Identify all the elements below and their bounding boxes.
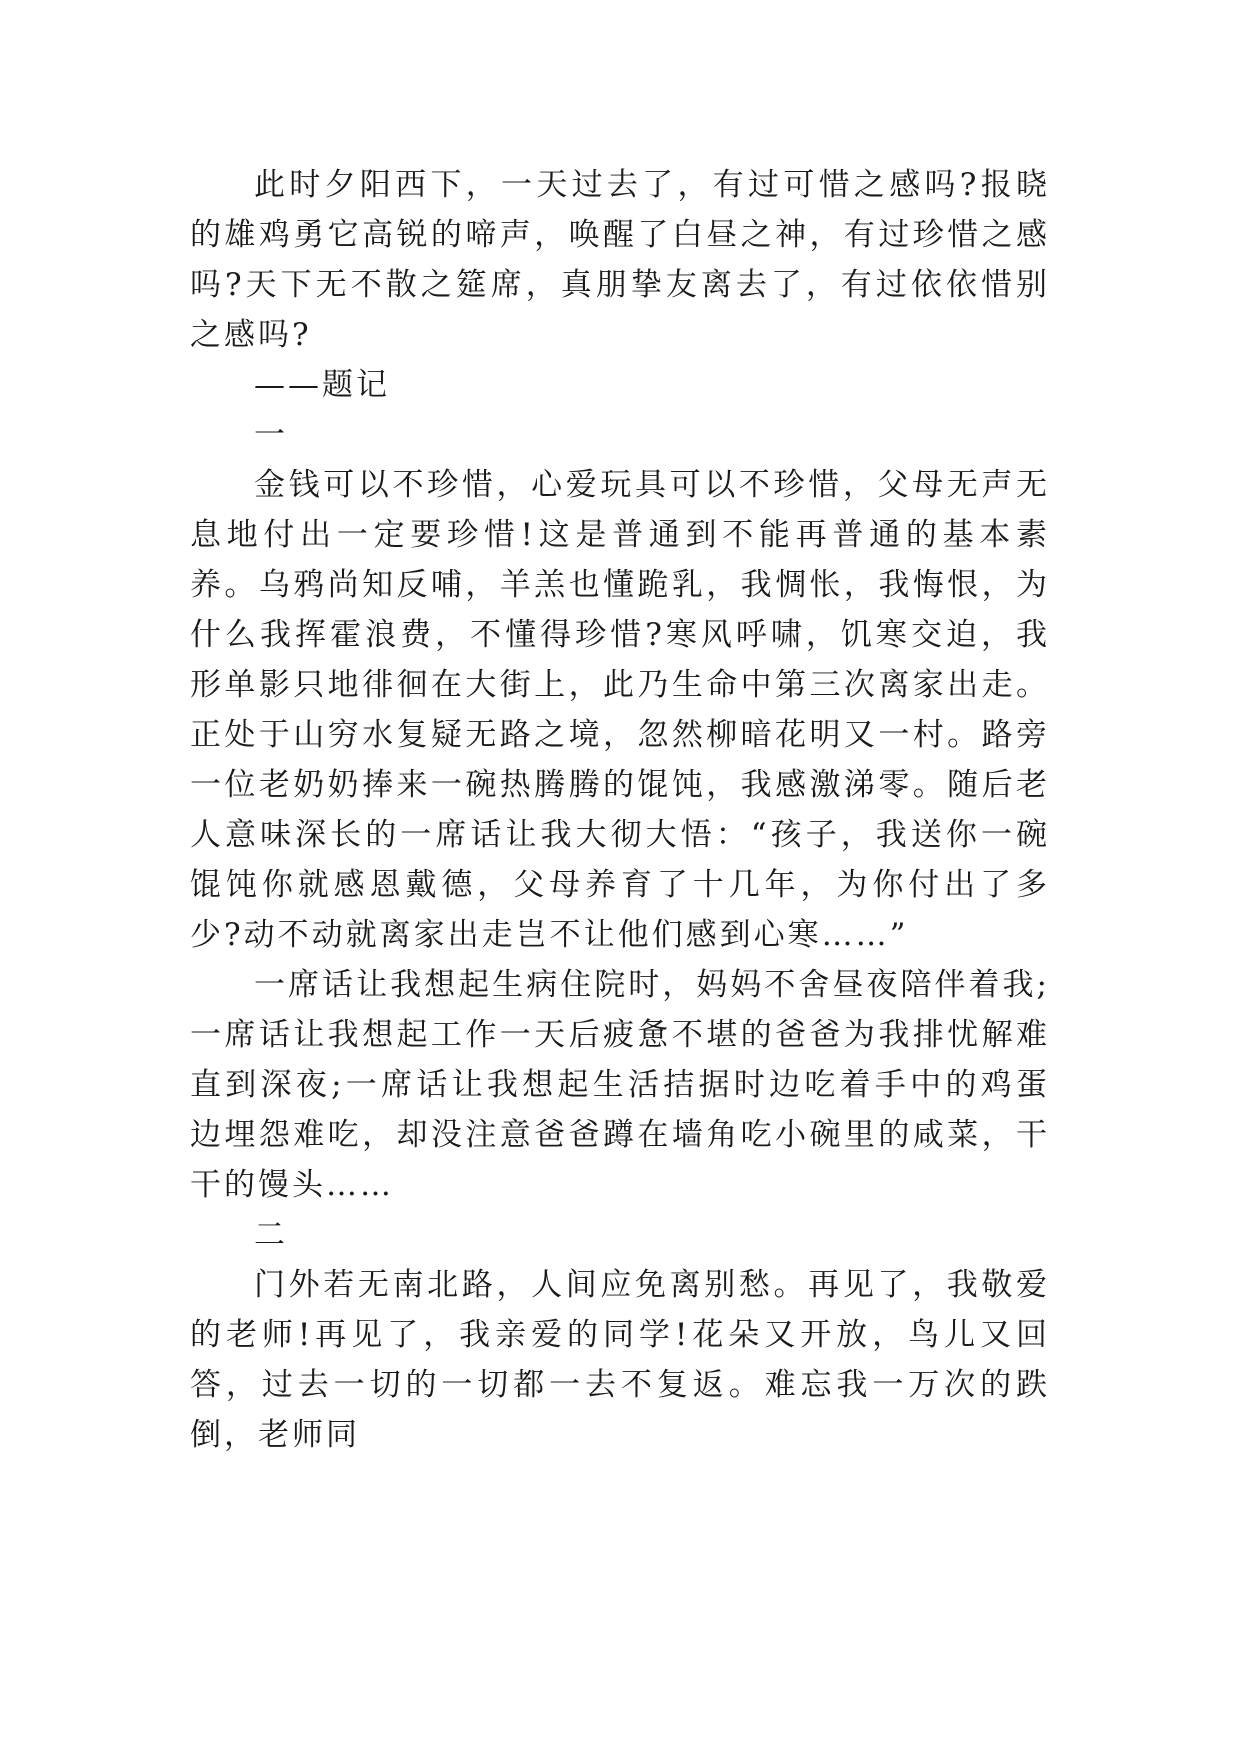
epigraph-attribution: ——题记	[254, 367, 390, 403]
intro-paragraph: 此时夕阳西下，一天过去了，有过可惜之感吗?报晓的雄鸡勇它高锐的啼声，唤醒了白昼之神，有过珍惜之感吗?天下无不散之筵席，真朋挚友离去了，有过依依惜别之感吗?	[190, 167, 1050, 353]
section-number-2: 二	[254, 1217, 288, 1253]
section-number-1: 一	[254, 417, 288, 453]
document-page	[190, 160, 1050, 1460]
section1-paragraph-1: 金钱可以不珍惜，心爱玩具可以不珍惜，父母无声无息地付出一定要珍惜!这是普通到不能再普通的基本素养。乌鸦尚知反哺，羊羔也懂跪乳，我惆怅，我悔恨，为什么我挥霍浪费，不懂得珍惜?寒风呼啸，饥寒交迫，我形单影只地徘徊在大街上，此乃生命中第三次离家出走。正处于山穷水复疑无路之境，忽然柳暗花明又一村。路旁一位老奶奶捧来一碗热腾腾的馄饨，我感激涕零。随后老人意味深长的一席话让我大彻大悟：“孩子，我送你一碗馄饨你就感恩戴德，父母养育了十几年，为你付出了多少?动不动就离家出走岂不让他们感到心寒……”	[190, 467, 1050, 953]
section1-paragraph-2: 一席话让我想起生病住院时，妈妈不舍昼夜陪伴着我;一席话让我想起工作一天后疲惫不堪的爸爸为我排忧解难直到深夜;一席话让我想起生活拮据时边吃着手中的鸡蛋边埋怨难吃，却没注意爸爸蹲在墙角吃小碗里的咸菜，干干的馒头……	[190, 967, 1050, 1203]
section2-paragraph-1: 门外若无南北路，人间应免离别愁。再见了，我敬爱的老师!再见了，我亲爱的同学!花朵又开放，鸟儿又回答，过去一切的一切都一去不复返。难忘我一万次的跌倒，老师同	[190, 1267, 1050, 1453]
